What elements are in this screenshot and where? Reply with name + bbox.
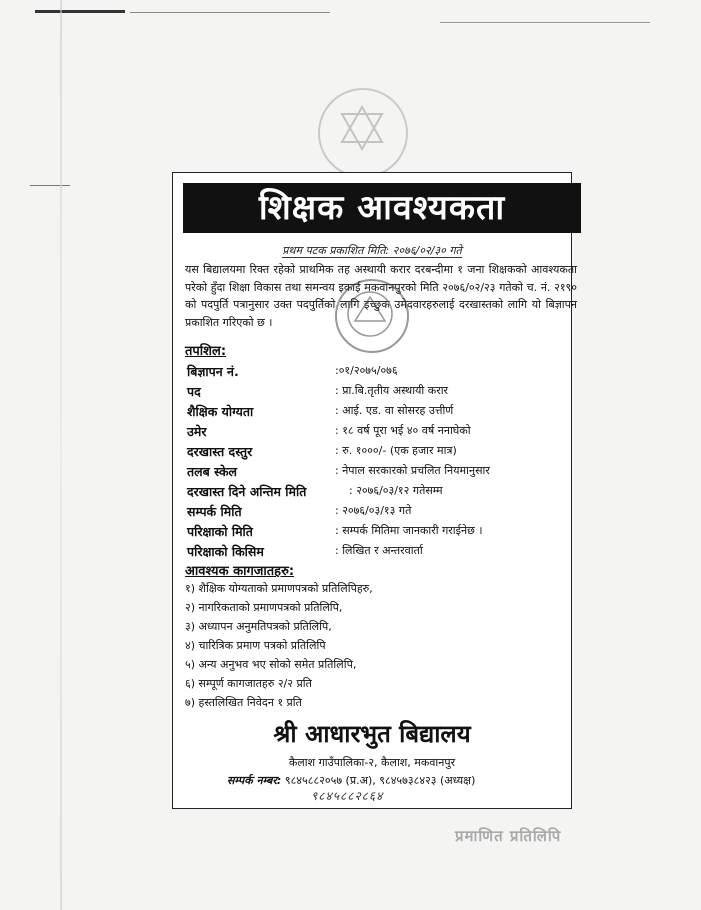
- detail-row: [187, 423, 571, 441]
- detail-row: [187, 363, 571, 381]
- scan-edge-shadow: [60, 0, 62, 910]
- detail-value: : लिखित र अन्तरवार्ता: [335, 544, 423, 557]
- contact-line: [227, 773, 567, 788]
- detail-label: सम्पर्क मिति: [187, 504, 242, 519]
- detail-label: परिक्षाको मिति: [187, 524, 253, 539]
- document-item: ६) सम्पूर्ण कागजातहरु २/२ प्रति: [185, 677, 312, 690]
- detail-value: : प्रा.बि.तृतीय अस्थायी करार: [335, 384, 449, 397]
- document-item: १) शैक्षिक योग्यताको प्रमाणपत्रको प्रतिलिपिहरु,: [185, 582, 373, 595]
- faded-seal: [318, 88, 408, 178]
- notice-intro: यस बिद्यालयमा रिक्त रहेको प्राथमिक तह अस्थायी करार दरबन्दीमा १ जना शिक्षकको आवश्यकता परेको हुँदा शिक्षा विकास तथा समन्वय इकाई मकवानपुरको मिति २०७६/०२/२३ गतेको च. नं. २१९० को पदपुर्ति पत्रानुसार उक्त पदपुर्तिको लागि इच्छुक उमेदवारहरुलाई दरखास्तको लागि यो बिज्ञापन प्रकाशित गरिएको छ ।: [185, 263, 577, 329]
- detail-value: : १८ वर्ष पूरा भई ४० वर्ष ननाघेको: [335, 424, 471, 437]
- publication-date-text: प्रथम पटक प्रकाशित मिति: २०७६/०२/३० गते: [282, 244, 462, 257]
- detail-label: बिज्ञापन नं.: [187, 364, 239, 379]
- detail-label: उमेर: [187, 424, 207, 439]
- detail-row: [187, 443, 571, 461]
- notice-title: शिक्षक आवश्यकता: [183, 183, 581, 233]
- detail-row: [187, 503, 571, 521]
- detail-value: : नेपाल सरकारको प्रचलित नियमानुसार: [335, 464, 490, 477]
- scan-artifact-line: [440, 22, 650, 23]
- school-seal: [335, 279, 409, 353]
- detail-value: : सम्पर्क मितिमा जानकारी गराईनेछ ।: [335, 524, 483, 537]
- detail-value: : २०७६/०३/१२ गतेसम्म: [349, 484, 443, 497]
- attestation-stamp: प्रमाणित प्रतिलिपि: [455, 827, 562, 845]
- detail-value: : २०७६/०३/१३ गते: [335, 504, 412, 517]
- detail-row: [187, 483, 571, 501]
- detail-label: पद: [187, 384, 201, 399]
- detail-label: तलब स्केल: [187, 464, 238, 479]
- scan-artifact-line: [35, 10, 125, 13]
- detail-value: : रु. १०००/- (एक हजार मात्र): [335, 444, 457, 457]
- detail-row: [187, 383, 571, 401]
- star-seal-icon: [338, 104, 386, 152]
- documents-heading: आवश्यक कागजातहरु:: [185, 564, 295, 579]
- detail-label: दरखास्त दस्तुर: [187, 444, 253, 459]
- detail-row: [187, 523, 571, 541]
- detail-label: दरखास्त दिने अन्तिम मिति: [187, 484, 307, 499]
- document-item: ३) अध्यापन अनुमतिपत्रको प्रतिलिपि,: [185, 620, 332, 633]
- detail-value: :०१/२०७५/०७६: [335, 364, 398, 377]
- recruitment-notice: [172, 172, 577, 809]
- scan-artifact-line: [130, 12, 330, 13]
- publication-date: [173, 243, 571, 258]
- detail-value: : आई. एड. वा सोसरह उत्तीर्ण: [335, 404, 454, 417]
- document-item: ४) चारित्रिक प्रमाण पत्रको प्रतिलिपि: [185, 639, 326, 652]
- school-name: श्री आधारभुत बिद्यालय: [273, 720, 471, 748]
- handwritten-number: ९८४५८८२८६४: [311, 789, 384, 803]
- school-address: कैलाश गाउँपालिका-२, कैलाश, मकवानपुर: [288, 756, 456, 769]
- document-item: २) नागरिकताको प्रमाणपत्रको प्रतिलिपि,: [185, 601, 343, 614]
- school-seal-icon: [337, 281, 403, 347]
- detail-label: परिक्षाको किसिम: [187, 544, 264, 559]
- details-heading: तपशिल:: [185, 344, 227, 359]
- contact-label: सम्पर्क नम्बर:: [227, 774, 282, 787]
- document-item: ५) अन्य अनुभव भए सोको समेत प्रतिलिपि,: [185, 658, 357, 671]
- document-item: ७) हस्तलिखित निवेदन १ प्रति: [185, 696, 302, 709]
- detail-row: [187, 463, 571, 481]
- detail-label: शैक्षिक योग्यता: [187, 404, 254, 419]
- detail-row: [187, 543, 571, 561]
- contact-numbers: ९८४५८८२०५७ (प्र.अ), ९८४५७३८४२३ (अध्यक्ष): [284, 774, 476, 787]
- scan-artifact-line: [30, 185, 70, 186]
- detail-row: [187, 403, 571, 421]
